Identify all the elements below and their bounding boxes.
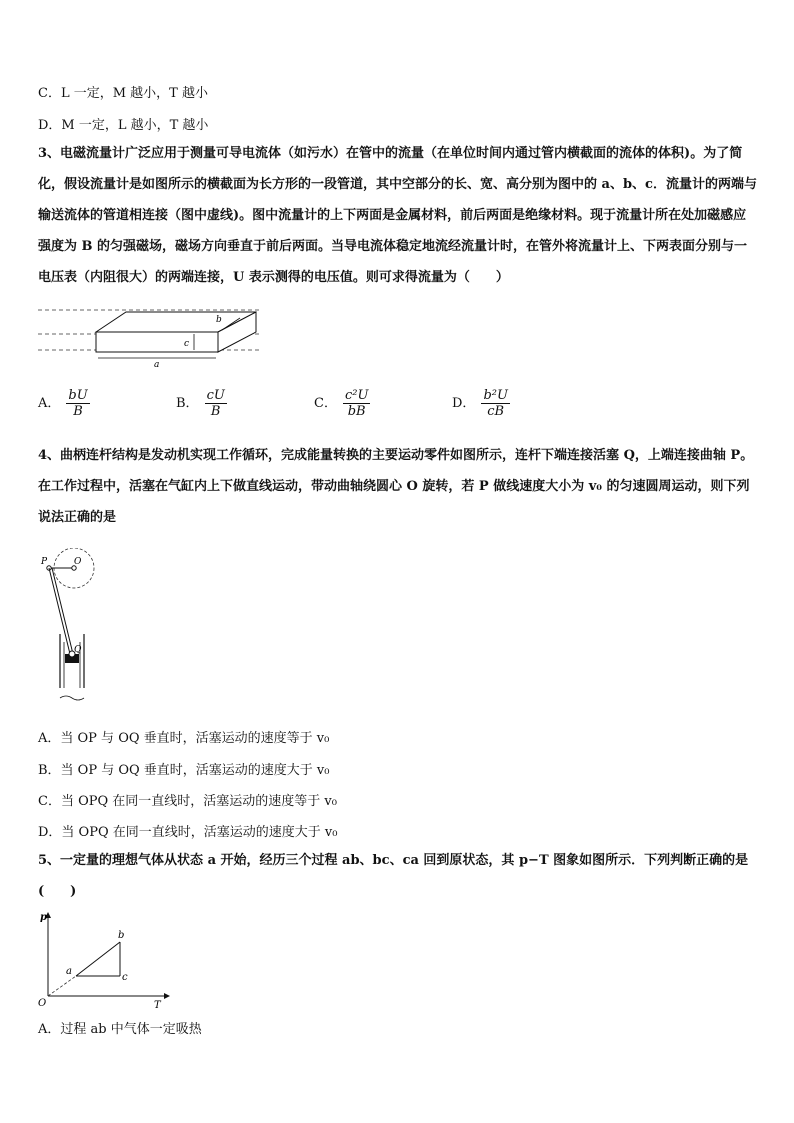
q3-option-d-num: b²U bbox=[483, 388, 508, 403]
q5-label-o: O bbox=[38, 998, 47, 1009]
q3-option-b-den: B bbox=[210, 404, 221, 419]
q4-option-b: B．当 OP 与 OQ 垂直时，活塞运动的速度大于 v₀ bbox=[38, 763, 330, 778]
q2-option-c: C．L 一定，M 越小，T 越小 bbox=[38, 86, 208, 101]
q3-option-a bbox=[38, 388, 90, 419]
q3-option-c bbox=[314, 388, 370, 419]
q3-label-b: b bbox=[216, 315, 222, 325]
q5-label-c: c bbox=[122, 972, 128, 983]
q3-option-c-num: c²U bbox=[344, 388, 369, 403]
q5-label-b: b bbox=[118, 930, 125, 941]
q4-label-o: O bbox=[74, 557, 82, 567]
q3-label-c: c bbox=[184, 339, 190, 349]
q3-option-b bbox=[176, 388, 227, 419]
q3-option-c-label: C． bbox=[314, 396, 337, 411]
q4-label-q: Q bbox=[74, 645, 82, 655]
q2-option-d: D．M 一定，L 越小，T 越小 bbox=[38, 118, 209, 133]
q4-crank-figure bbox=[38, 548, 102, 712]
q3-option-b-num: cU bbox=[206, 388, 225, 403]
q3-stem: 3、电磁流量计广泛应用于测量可导电流体（如污水）在管中的流量（在单位时间内通过管内横截面的流体的体积)。为了简化，假设流量计是如图所示的横截面为长方形的一段管道，其中空部分的长、宽、高分别为图中的 a、b、c．流量计的两端与输送流体的管道相连接（图中虚线)。图中流量计的上下两面是金属材料，前后两面是绝缘材料。现于流量计所在处加磁感应强度为 B 的匀强磁场，磁场方向垂直于前后两面。当导电流体稳定地流经流量计时，在管外将流量计上、下两表面分别与一电压表（内阻很大）的两端连接，U 表示测得的电压值。则可求得流量为（ ） bbox=[38, 146, 757, 285]
q3-option-a-den: B bbox=[73, 404, 83, 419]
q4-stem: 4、曲柄连杆结构是发动机实现工作循环，完成能量转换的主要运动零件如图所示，连杆下端连接活塞 Q，上端连接曲轴 P。在工作过程中，活塞在气缸内上下做直线运动，带动曲轴绕圆心 O 旋转，若 P 做线速度大小为 v₀ 的匀速圆周运动，则下列说法正确的是 bbox=[38, 448, 754, 525]
q5-label-p: p bbox=[40, 912, 47, 923]
q5-pt-graph bbox=[36, 910, 172, 1014]
q5-option-a: A．过程 ab 中气体一定吸热 bbox=[38, 1022, 202, 1037]
q3-option-d-label: D． bbox=[452, 396, 476, 411]
q5-label-t: T bbox=[154, 1000, 161, 1010]
q3-option-b-label: B． bbox=[176, 396, 199, 411]
q4-option-c: C．当 OPQ 在同一直线时，活塞运动的速度等于 v₀ bbox=[38, 794, 337, 809]
q4-option-a: A．当 OP 与 OQ 垂直时，活塞运动的速度等于 v₀ bbox=[38, 731, 330, 746]
q4-option-d: D．当 OPQ 在同一直线时，活塞运动的速度大于 v₀ bbox=[38, 825, 338, 840]
q3-option-d-den: cB bbox=[487, 404, 505, 419]
q4-label-p: P bbox=[41, 557, 48, 567]
q3-option-c-den: bB bbox=[347, 404, 366, 419]
q3-option-a-label: A． bbox=[38, 396, 61, 411]
q3-option-a-num: bU bbox=[68, 388, 88, 403]
q3-label-a: a bbox=[154, 360, 160, 370]
q5-label-a: a bbox=[66, 966, 72, 977]
q3-flowmeter-figure bbox=[38, 304, 278, 376]
q5-stem: 5、一定量的理想气体从状态 a 开始，经历三个过程 ab、bc、ca 回到原状态，其 p−T 图象如图所示．下列判断正确的是( ) bbox=[38, 853, 749, 899]
q3-option-d bbox=[452, 388, 510, 419]
